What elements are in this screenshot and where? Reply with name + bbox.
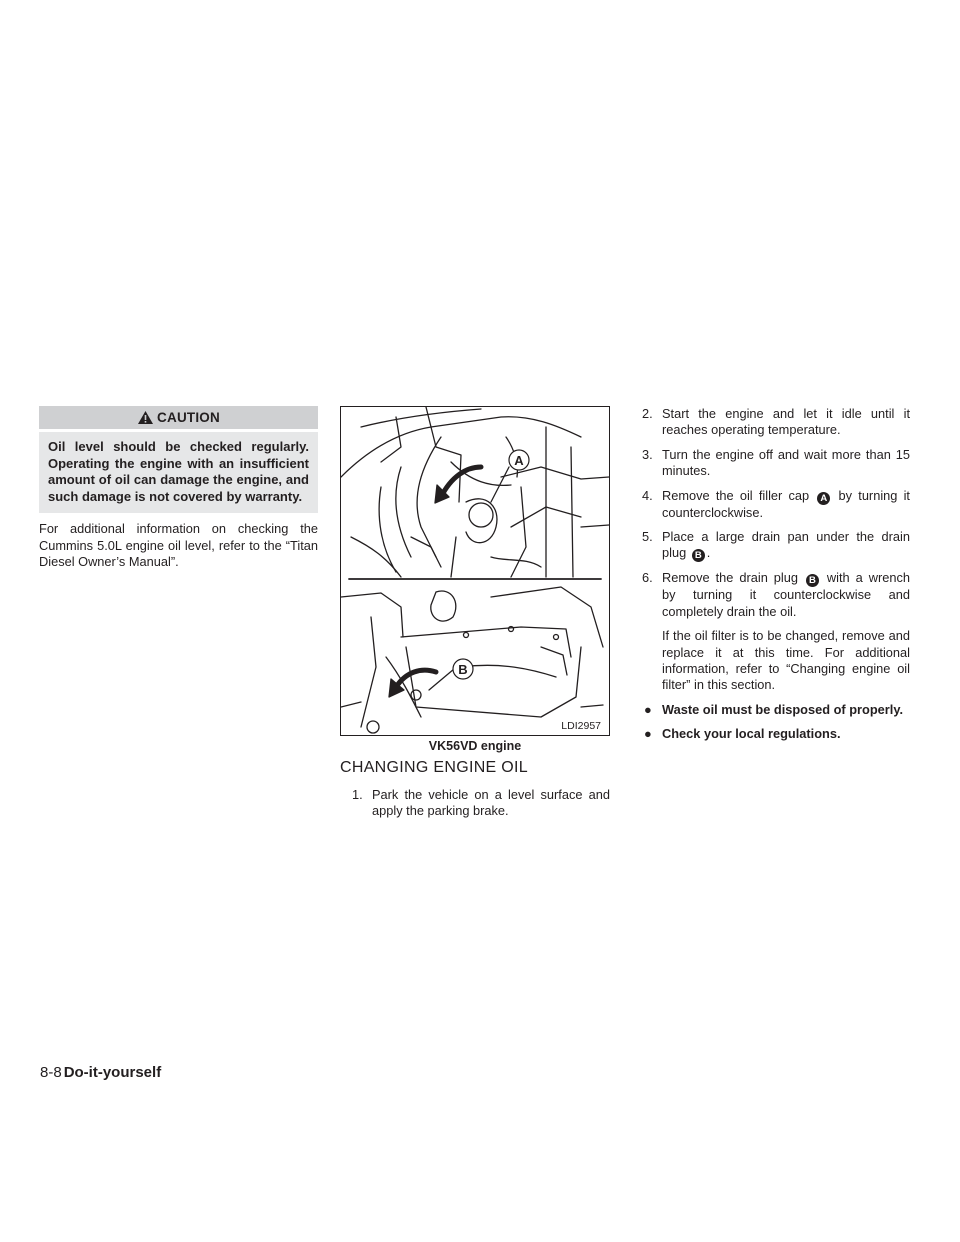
- step-number: 1.: [352, 787, 363, 802]
- step-text-post: by turning it counterclockwise.: [662, 487, 910, 520]
- step-text-post: .: [706, 545, 711, 561]
- right-column: [642, 406, 910, 751]
- page-footer: [40, 1064, 161, 1081]
- step-1: [340, 787, 610, 820]
- bullet-text: Check your local regulations.: [662, 726, 841, 742]
- step-5: [642, 529, 910, 562]
- step-text: Start the engine and let it idle until it reaches operating temperature.: [662, 406, 910, 438]
- engine-drawing: [341, 407, 609, 735]
- step-text: Park the vehicle on a level surface and apply the parking brake.: [372, 787, 610, 819]
- caution-header: [39, 406, 318, 429]
- left-column: [39, 406, 318, 571]
- step-number: 2.: [642, 406, 653, 421]
- step-number: 4.: [642, 487, 653, 503]
- caution-body: Oil level should be checked regularly. Operating the engine with an insufficient amount of oil can damage the engine, and such damage is not covered by warranty.: [39, 432, 318, 513]
- step-4: [642, 488, 910, 521]
- bullet-item: [642, 726, 910, 742]
- callout-b-icon: B: [692, 549, 705, 562]
- callout-a-label: A: [514, 453, 524, 468]
- callout-a-icon: A: [817, 492, 830, 505]
- step-text-pre: Remove the drain plug: [662, 570, 798, 586]
- step-2: [642, 406, 910, 439]
- warning-icon: [137, 410, 154, 425]
- bullet-text: Waste oil must be disposed of properly.: [662, 701, 904, 717]
- engine-illustration: [340, 406, 610, 736]
- bullet-icon: ●: [644, 726, 652, 742]
- figure-code: LDI2957: [561, 720, 601, 732]
- middle-column: [340, 406, 610, 828]
- step-text-post: with a wrench by turning it counterclockwise and completely drain the oil.: [662, 570, 910, 619]
- intro-paragraph: For additional information on checking the Cummins 5.0L engine oil level, refer to the “Titan Diesel Owner’s Manual”.: [39, 521, 318, 570]
- bullet-item: [642, 702, 910, 718]
- section-title: CHANGING ENGINE OIL: [340, 759, 528, 776]
- callout-b-icon: B: [806, 574, 819, 587]
- step-3: [642, 447, 910, 480]
- step-6: [642, 570, 910, 620]
- step-number: 6.: [642, 570, 653, 586]
- bullet-icon: ●: [644, 701, 652, 717]
- caution-title: CAUTION: [157, 410, 220, 425]
- step-text: Turn the engine off and wait more than 15 minutes.: [662, 446, 910, 479]
- step-6-note: If the oil filter is to be changed, remove and replace it at this time. For additional information, refer to “Changing engine oil filter” in this section.: [662, 628, 910, 693]
- step-number: 5.: [642, 529, 653, 545]
- section-name: Do-it-yourself: [63, 1064, 162, 1081]
- figure-caption: VK56VD engine: [428, 739, 522, 753]
- callout-b-label: B: [458, 662, 468, 677]
- step-number: 3.: [642, 446, 653, 462]
- step-text-pre: Remove the oil filler cap: [662, 487, 810, 503]
- step-text-pre: Place a large drain pan under the drain plug: [662, 529, 910, 561]
- page-number: 8-8: [40, 1064, 62, 1081]
